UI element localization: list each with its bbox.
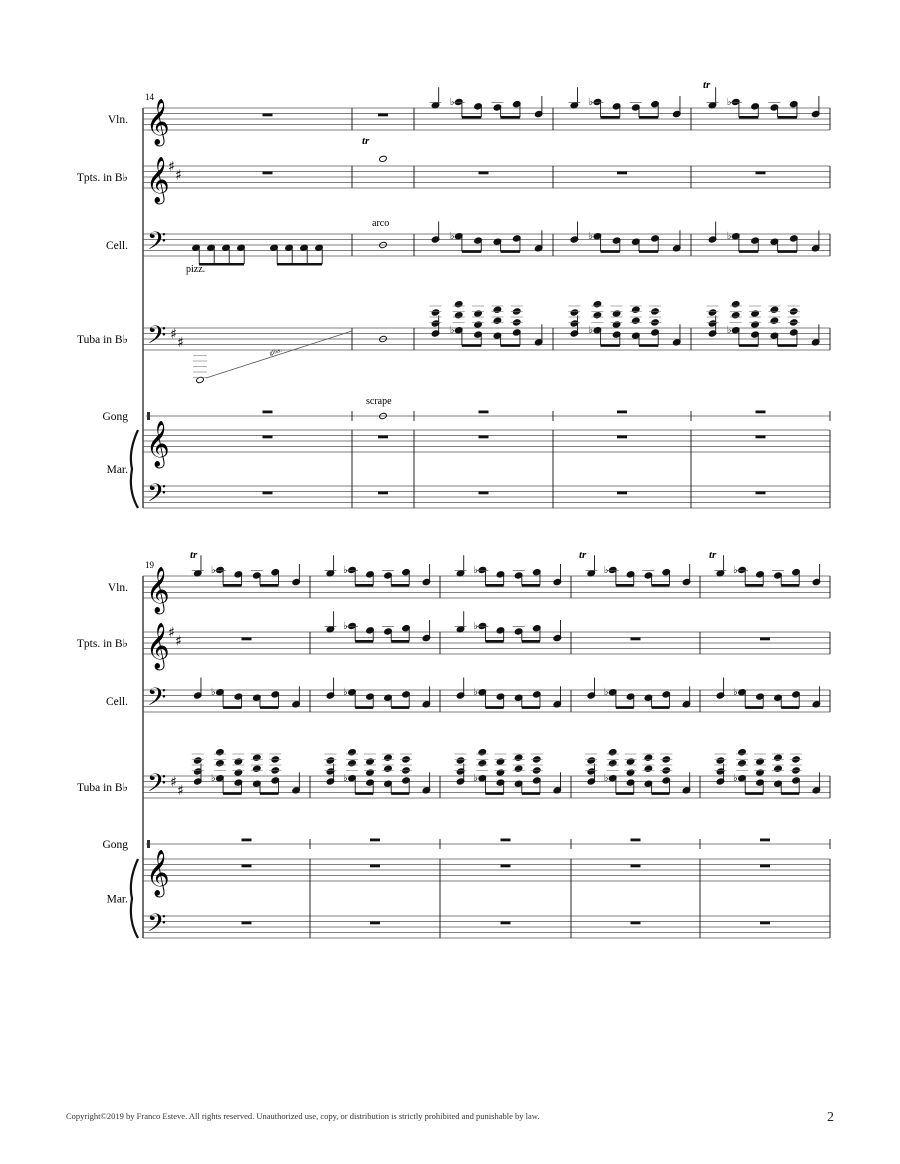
whole-rest [617, 411, 627, 414]
marimba-brace [131, 859, 138, 938]
note [366, 758, 375, 765]
note [608, 760, 617, 767]
beamed-group [608, 775, 670, 794]
measure-number: 19 [145, 560, 154, 570]
system-1 [77, 79, 830, 514]
whole-rest [370, 922, 380, 925]
treble-clef-icon: 𝄞 [146, 157, 170, 203]
staff-mar-t [143, 859, 830, 881]
whole-rest [617, 436, 627, 439]
instrument-label: Mar. [106, 464, 128, 476]
staff-vln [143, 576, 830, 598]
note [474, 321, 483, 328]
whole-rest [756, 411, 766, 414]
beamed-group [593, 233, 659, 252]
note [234, 758, 243, 765]
sharp-icon: ♯ [175, 633, 182, 650]
note [632, 317, 641, 324]
flat-icon: ♭ [733, 564, 738, 576]
bass-clef-icon: 𝄢 [147, 769, 167, 804]
note [454, 312, 463, 319]
note [384, 754, 393, 761]
flat-icon: ♭ [603, 773, 609, 785]
beamed-group [216, 775, 280, 794]
staff-tpt [143, 166, 830, 188]
flat-icon: ♭ [343, 620, 348, 632]
staff-mar-t [143, 430, 830, 452]
whole-rest [242, 839, 252, 842]
whole-rest [760, 865, 770, 868]
note [774, 765, 783, 772]
bass-clef-icon: 𝄢 [147, 321, 167, 356]
copyright-notice: Copyright©2019 by Franco Esteve. All rights reserved. Unauthorized use, copy, or distribution is strictly prohibited and punishable by law. [66, 1111, 540, 1121]
beamed-group [738, 689, 801, 708]
flat-icon: ♭ [210, 687, 216, 699]
note [496, 769, 505, 776]
treble-clef-icon: 𝄞 [146, 421, 170, 467]
note [612, 321, 621, 328]
system-2 [77, 549, 830, 944]
flat-icon: ♭ [726, 231, 732, 243]
beamed-group [731, 233, 798, 252]
note [587, 757, 596, 764]
instrument-label: Tuba in B♭ [76, 334, 128, 346]
sharp-icon: ♯ [177, 334, 184, 351]
sharp-icon: ♯ [175, 167, 182, 184]
note [738, 760, 747, 767]
measure-number: 14 [145, 92, 154, 102]
whole-rest [756, 436, 766, 439]
percussion-clef-icon [147, 840, 150, 848]
whole-rest [479, 492, 489, 495]
note [514, 765, 523, 772]
whole-rest [617, 172, 627, 175]
flat-icon: ♭ [726, 96, 732, 108]
trill-marking: tr [709, 549, 717, 561]
flat-icon: ♭ [473, 564, 479, 576]
note [454, 301, 463, 308]
instrument-label: Vln. [107, 114, 128, 126]
beamed-group [454, 233, 521, 252]
glissando-line [206, 331, 352, 378]
flat-icon: ♭ [343, 564, 348, 576]
sharp-icon: ♯ [168, 625, 175, 641]
note [326, 757, 335, 764]
instrument-label: Cell. [105, 696, 128, 708]
flat-icon: ♭ [449, 231, 455, 243]
instrument-label: Gong [102, 411, 128, 423]
note [770, 317, 779, 324]
flat-icon: ♭ [210, 773, 216, 785]
note [496, 758, 505, 765]
whole-rest [263, 411, 273, 414]
instrument-label: Vln. [107, 582, 128, 594]
whole-rest [370, 839, 380, 842]
treble-clef-icon: 𝄞 [146, 99, 170, 145]
flat-icon: ♭ [343, 687, 348, 699]
flat-icon: ♭ [343, 773, 348, 785]
whole-rest [242, 865, 252, 868]
whole-rest [631, 638, 641, 641]
bass-clef-icon: 𝄢 [147, 227, 167, 262]
whole-rest [617, 492, 627, 495]
note [216, 749, 225, 756]
note [593, 312, 602, 319]
note [456, 757, 465, 764]
whole-rest [378, 492, 388, 495]
treble-clef-icon: 𝄞 [146, 623, 170, 669]
note [756, 758, 765, 765]
beamed-group [216, 689, 280, 708]
note [770, 306, 779, 313]
beamed-group [731, 327, 798, 346]
whole-rest [501, 865, 511, 868]
bass-clef-icon: 𝄢 [147, 909, 167, 944]
note [774, 754, 783, 761]
note [593, 301, 602, 308]
note [716, 757, 725, 764]
note [379, 155, 388, 162]
flat-icon: ♭ [603, 564, 609, 576]
marimba-brace [131, 430, 138, 508]
whole-rest [242, 922, 252, 925]
flat-icon: ♭ [588, 325, 594, 337]
beamed-group [738, 775, 801, 794]
whole-rest [479, 172, 489, 175]
whole-rest [263, 436, 273, 439]
note [756, 769, 765, 776]
beamed-group [478, 689, 541, 708]
instrument-label: Mar. [106, 893, 128, 906]
whole-rest [756, 172, 766, 175]
whole-rest [760, 638, 770, 641]
instrument-label: Tuba in B♭ [76, 782, 128, 794]
instrument-label: Tpts. in B♭ [76, 638, 128, 650]
treble-clef-icon: 𝄞 [146, 850, 170, 896]
note [234, 769, 243, 776]
instrument-label: Cell. [105, 240, 128, 252]
flat-icon: ♭ [473, 620, 479, 632]
whole-rest [501, 922, 511, 925]
flat-icon: ♭ [473, 773, 479, 785]
trill-marking: tr [703, 79, 711, 91]
note [612, 310, 621, 317]
bass-clef-icon: 𝄢 [147, 479, 167, 514]
percussion-clef-icon [147, 412, 150, 420]
flat-icon: ♭ [449, 325, 455, 337]
arco-marking: arco [372, 218, 390, 229]
beamed-group [348, 689, 411, 708]
flat-icon: ♭ [210, 564, 216, 576]
flat-icon: ♭ [449, 96, 455, 108]
note [348, 760, 357, 767]
sharp-icon: ♯ [170, 774, 177, 791]
note [493, 317, 502, 324]
note [478, 749, 487, 756]
beamed-group [454, 327, 521, 346]
instrument-label: Gong [102, 839, 128, 851]
staff-tpt [143, 632, 830, 654]
note [348, 749, 357, 756]
note [608, 749, 617, 756]
note [253, 765, 262, 772]
gliss-marking: gliss. [268, 347, 283, 357]
whole-rest [242, 638, 252, 641]
note [731, 312, 740, 319]
flat-icon: ♭ [733, 773, 738, 785]
note [632, 306, 641, 313]
note [644, 754, 653, 761]
note [474, 310, 483, 317]
note [514, 754, 523, 761]
scrape-marking: scrape [366, 396, 392, 407]
whole-rest [760, 922, 770, 925]
note [626, 758, 635, 765]
beamed-group [593, 327, 659, 346]
sharp-icon: ♯ [177, 782, 184, 799]
whole-rest [631, 865, 641, 868]
sharp-icon: ♯ [170, 326, 177, 343]
flat-icon: ♭ [588, 231, 594, 243]
whole-rest [631, 839, 641, 842]
whole-rest [479, 436, 489, 439]
pizz-marking: pizz. [186, 264, 206, 275]
whole-rest [378, 114, 388, 117]
whole-rest [756, 492, 766, 495]
note [738, 749, 747, 756]
staff-mar-b [143, 486, 830, 508]
note [384, 765, 393, 772]
note [708, 309, 717, 316]
sharp-icon: ♯ [168, 159, 175, 175]
note [644, 765, 653, 772]
beamed-group [478, 775, 541, 794]
flat-icon: ♭ [733, 687, 738, 699]
whole-rest [479, 411, 489, 414]
note [493, 306, 502, 313]
trill-marking: tr [362, 135, 370, 147]
trill-marking: tr [579, 549, 587, 561]
note [731, 301, 740, 308]
note [626, 769, 635, 776]
flat-icon: ♭ [588, 96, 594, 108]
note [478, 760, 487, 767]
beamed-group [608, 689, 670, 708]
flat-icon: ♭ [473, 687, 479, 699]
flat-icon: ♭ [726, 325, 732, 337]
bass-clef-icon: 𝄢 [147, 683, 167, 718]
note [751, 321, 760, 328]
whole-rest [263, 114, 273, 117]
staff-mar-b [143, 916, 830, 938]
note [431, 309, 440, 316]
instrument-label: Tpts. in B♭ [76, 172, 128, 184]
page-number: 2 [827, 1110, 834, 1125]
note [366, 769, 375, 776]
whole-rest [370, 865, 380, 868]
treble-clef-icon: 𝄞 [146, 567, 170, 613]
whole-rest [760, 839, 770, 842]
flat-icon: ♭ [603, 687, 609, 699]
whole-rest [263, 492, 273, 495]
whole-rest [501, 839, 511, 842]
note [216, 760, 225, 767]
note [751, 310, 760, 317]
whole-rest [263, 172, 273, 175]
note [570, 309, 579, 316]
staff-vln [143, 108, 830, 130]
note [253, 754, 262, 761]
trill-marking: tr [190, 549, 198, 561]
whole-rest [631, 922, 641, 925]
note [193, 757, 202, 764]
whole-rest [378, 436, 388, 439]
beamed-group [348, 775, 411, 794]
